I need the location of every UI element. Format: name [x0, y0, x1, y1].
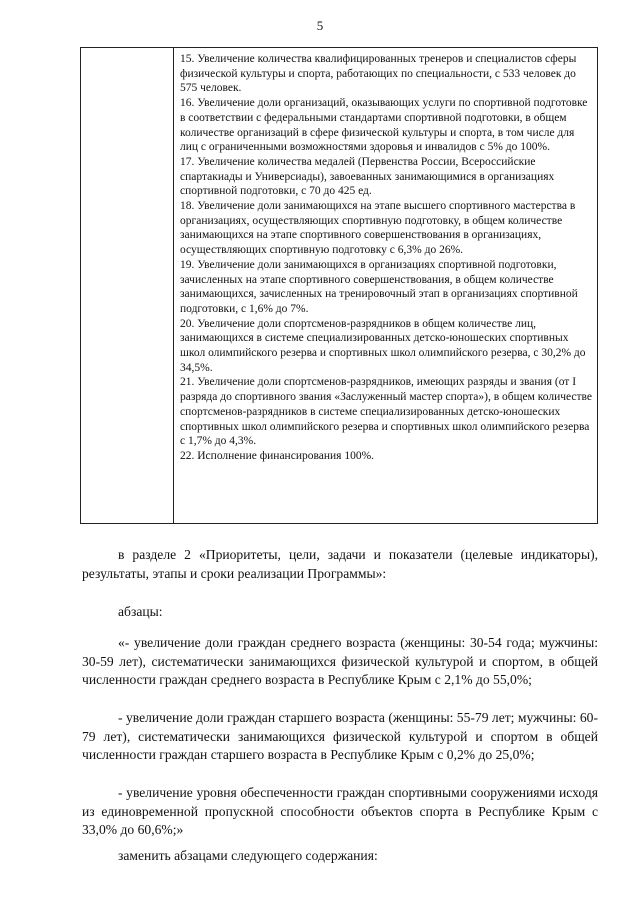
- replace-instruction: [118, 847, 518, 866]
- page-number: 5: [316, 18, 324, 33]
- section-reference-text: в разделе 2 «Приоритеты, цели, задачи и показатели (целевые индикаторы), результаты, этапы и сроки реализации Программы»:: [82, 547, 598, 581]
- indicators-table: [80, 47, 598, 524]
- table-item-19: 19. Увеличение доли занимающихся в организациях спортивной подготовки, зачисленных на этапе спортивного совершенствования, в общем количестве занимающихся, зачисленных на тренировочный этап в организациях спортивной подготовки, с 1,6% до 7%.: [180, 258, 578, 315]
- table-item-16: 16. Увеличение доли организаций, оказывающих услуги по спортивной подготовке в соответствии с федеральными стандартами спортивной подготовки, в общем количестве организаций в сфере физической культуры и спорта, в том числе для лиц с ограниченными возможностями здоровья и инвалидов с 5% до 100%.: [180, 97, 588, 154]
- paragraphs-label-text: абзацы:: [118, 604, 163, 619]
- table-item-22: 22. Исполнение финансирования 100%.: [180, 449, 375, 462]
- quoted-paragraph-2: [82, 709, 598, 765]
- paragraphs-label: [118, 603, 418, 622]
- quoted-paragraph-2-text: - увеличение доли граждан старшего возраста (женщины: 55-79 лет; мужчины: 60-79 лет), систематически занимающихся физической культурой и спортом в общей численности граждан старшего возраста в Республике Крым с 0,2% до 25,0%;: [82, 710, 598, 762]
- table-left-column: [81, 48, 174, 523]
- table-item-17: 17. Увеличение количества медалей (Первенства России, Всероссийские спартакиады и Универсиады), завоеванных занимающимися в организациях спортивной подготовки, с 70 до 425 ед.: [180, 155, 555, 198]
- table-item-20: 20. Увеличение доли спортсменов-разрядников в общем количестве лиц, занимающихся в системе специализированных детско-юношеских спортивных школ олимпийского резерва и спортивных школ олимпийского резерва, с 30,2% до 34,5%.: [180, 317, 586, 374]
- replace-instruction-text: заменить абзацами следующего содержания:: [118, 848, 378, 863]
- quoted-paragraph-3: [82, 784, 598, 840]
- section-reference: [82, 546, 598, 583]
- table-right-column: [174, 48, 597, 523]
- quoted-paragraph-3-text: - увеличение уровня обеспеченности граждан спортивными сооружениями исходя из единовременной пропускной способности объектов спорта в Республике Крым с 33,0% до 60,6%;»: [82, 785, 598, 837]
- table-item-18: 18. Увеличение доли занимающихся на этапе высшего спортивного мастерства в организациях, осуществляющих спортивную подготовку, в общем количестве занимающихся на этапе спортивного совершенствования в организациях, осуществляющих спортивную подготовку с 6,3% до 26%.: [180, 200, 576, 257]
- quoted-paragraph-1-text: «- увеличение доли граждан среднего возраста (женщины: 30-54 года; мужчины: 30-59 лет), систематически занимающихся физической культурой и спортом, в общей численности граждан среднего возраста в Республике Крым с 2,1% до 55,0%;: [82, 635, 598, 687]
- table-item-21: 21. Увеличение доли спортсменов-разрядников, имеющих разряды и звания (от I разряда до спортивного звания «Заслуженный мастер спорта»), в общем количестве спортсменов-разрядников в системе специализированных детско-юношеских спортивных школ олимпийского резерва и спортивных школ олимпийского резерва с 1,7% до 4,3%.: [180, 376, 592, 448]
- quoted-paragraph-1: [82, 634, 598, 690]
- table-item-15: 15. Увеличение количества квалифицированных тренеров и специалистов сферы физической культуры и спорта, работающих по специальности, с 533 человек до 575 человек.: [180, 53, 577, 95]
